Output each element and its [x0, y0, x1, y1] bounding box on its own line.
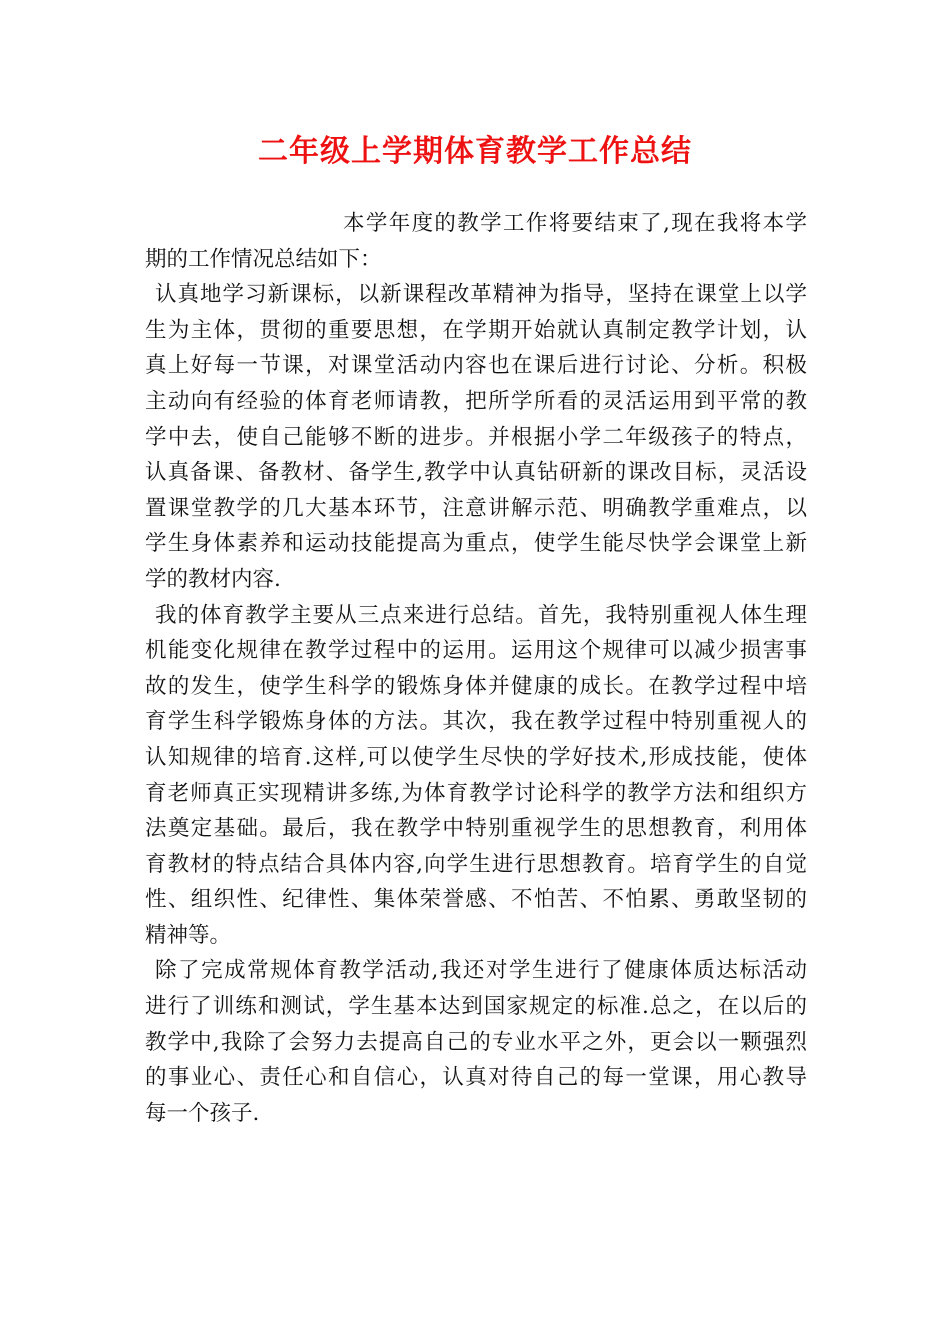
document-body: [145, 206, 807, 1131]
paragraph-3: [145, 953, 807, 1131]
text-line: 每一个孩子.: [145, 1100, 260, 1126]
text-line: 机能变化规律在教学过程中的运用。运用这个规律可以减少损害事: [145, 638, 807, 664]
text-line: 认知规律的培育.这样,可以使学生尽快的学好技术,形成技能，使体: [145, 744, 807, 770]
text-line: 我的体育教学主要从三点来进行总结。首先，我特别重视人体生理: [155, 602, 807, 628]
text-line: 学中去，使自己能够不断的进步。并根据小学二年级孩子的特点，: [145, 424, 807, 450]
text-line: 期的工作情况总结如下：: [145, 246, 382, 272]
text-line: 故的发生，使学生科学的锻炼身体并健康的成长。在教学过程中培: [145, 673, 807, 699]
text-line: 本学年度的教学工作将要结束了,现在我将本学: [343, 211, 807, 236]
text-line: 生为主体，贯彻的重要思想，在学期开始就认真制定教学计划，认: [145, 317, 807, 343]
text-line: 进行了训练和测试，学生基本达到国家规定的标准.总之，在以后的: [145, 994, 807, 1020]
text-line: 的事业心、责任心和自信心，认真对待自己的每一堂课，用心教导: [145, 1065, 807, 1091]
paragraph-intro: [145, 206, 807, 277]
paragraph-1: [145, 277, 807, 597]
text-line: 置课堂教学的几大基本环节，注意讲解示范、明确教学重难点，以: [145, 495, 807, 521]
text-line: 精神等。: [145, 922, 232, 948]
text-line: 除了完成常规体育教学活动,我还对学生进行了健康体质达标活动: [155, 958, 807, 984]
text-line: 法奠定基础。最后，我在教学中特别重视学生的思想教育，利用体: [145, 816, 807, 842]
text-line: 学的教材内容.: [145, 566, 281, 592]
text-line: 主动向有经验的体育老师请教，把所学所看的灵活运用到平常的教: [145, 388, 807, 414]
text-line: 育老师真正实现精讲多练,为体育教学讨论科学的教学方法和组织方: [145, 780, 807, 806]
text-line: 性、组织性、纪律性、集体荣誉感、不怕苦、不怕累、勇敢坚韧的: [145, 887, 807, 913]
text-line: 育教材的特点结合具体内容,向学生进行思想教育。培育学生的自觉: [145, 851, 807, 877]
document-title: 二年级上学期体育教学工作总结: [258, 134, 692, 169]
text-line: 认真地学习新课标，以新课程改革精神为指导，坚持在课堂上以学: [155, 282, 807, 308]
text-line: 育学生科学锻炼身体的方法。其次，我在教学过程中特别重视人的: [145, 709, 807, 735]
text-line: 认真备课、备教材、备学生,教学中认真钻研新的课改目标，灵活设: [145, 460, 807, 486]
text-line: 学生身体素养和运动技能提高为重点，使学生能尽快学会课堂上新: [145, 531, 807, 557]
paragraph-2: [145, 598, 807, 954]
text-line: 真上好每一节课，对课堂活动内容也在课后进行讨论、分析。积极: [145, 353, 807, 379]
text-line: 教学中,我除了会努力去提高自己的专业水平之外，更会以一颗强烈: [145, 1029, 807, 1055]
